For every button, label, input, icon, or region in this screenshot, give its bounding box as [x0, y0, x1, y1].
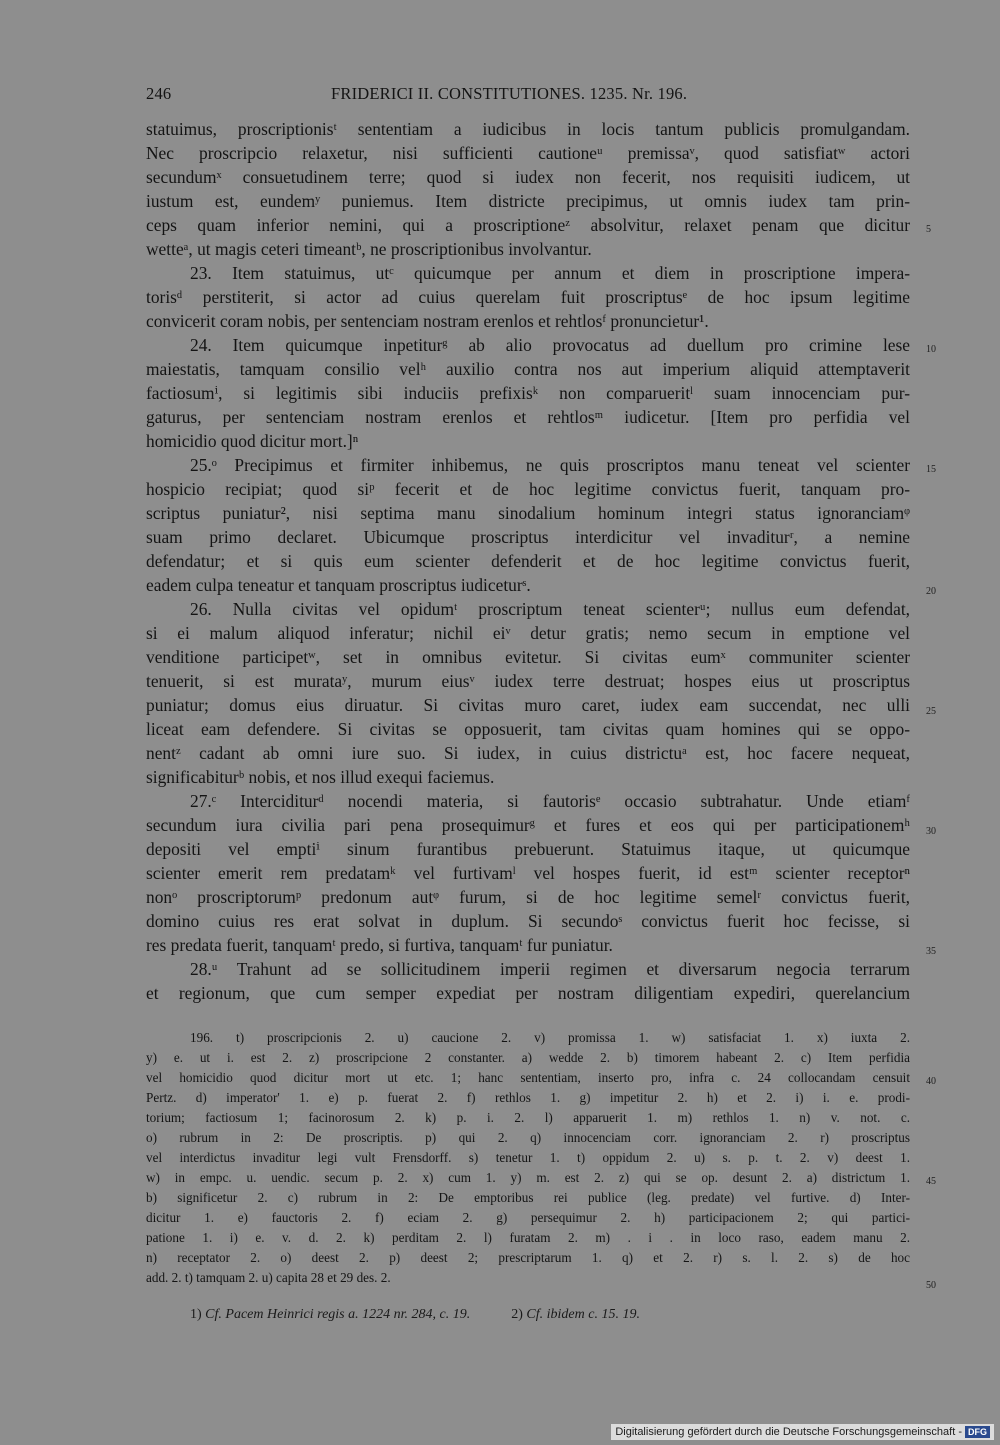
footnotes [190, 1307, 640, 1323]
text-line: 26. Nulla civitas vel opidumᵗ proscriptum teneat scienterᵘ; nullus eum defendat, [190, 599, 910, 619]
text-line: Nec proscripcio relaxetur, nisi sufficienti cautioneᵘ premissaᵛ, quod satisfiatʷ actori [146, 143, 910, 163]
text-line: defendatur; et si quis eum scienter defenderit et de hoc legitime convictus fuerit, [146, 551, 910, 571]
text-line: 23. Item statuimus, utᶜ quicumque per annum et diem in proscriptione impera- [190, 263, 910, 283]
text-line: depositi vel emptiⁱ sinum furantibus prebuerunt. Statuimus itaque, ut quicumque [146, 839, 910, 859]
text-line: 24. Item quicumque inpetiturᵍ ab alio provocatus ad duellum pro crimine lese [190, 335, 910, 355]
text-line: si ei malum aliquod inferatur; nichil eiᵛ detur gratis; nemo secum in emptione vel [146, 623, 910, 643]
text-line: homicidio quod dicitur mort.]ⁿ [146, 431, 359, 451]
text-line: 27.ᶜ Interciditurᵈ nocendi materia, si fautorisᵉ occasio subtrahatur. Unde etiamᶠ [190, 791, 910, 811]
footnote-1-text: Cf. Pacem Heinrici regis a. 1224 nr. 284, c. 19. [205, 1307, 471, 1322]
footnote-2-number: 2) [511, 1307, 523, 1322]
running-title: FRIDERICI II. CONSTITUTIONES. 1235. Nr. 196. [331, 84, 688, 103]
text-line: hospicio recipiat; quod siᵖ fecerit et de hoc legitime convictus fuerit, tanquam pro- [146, 479, 910, 499]
line-number: 50 [926, 1280, 936, 1291]
text-line: et regionum, que cum semper expediat per nostram diligentiam expediri, querelancium [146, 983, 910, 1003]
text-line: iustum est, eundemʸ puniemus. Item districte precipimus, ut omnis iudex tam prin- [146, 191, 910, 211]
apparatus-line: y) e. ut i. est 2. z) proscripcione 2 constanter. a) wedde 2. b) timorem habeant 2. c) Item perfidia [146, 1050, 910, 1065]
text-line: puniatur; domus eius diruatur. Si civitas muro caret, iudex eam succendat, nec ulli [146, 695, 910, 715]
apparatus-line: 196. t) proscripcionis 2. u) caucione 2. v) promissa 1. w) satisfaciat 1. x) iuxta 2. [190, 1030, 910, 1045]
text-line: liceat eam defendere. Si civitas se opposuerit, tam civitas quam homines qui se oppo- [146, 719, 910, 739]
page-header [146, 84, 906, 108]
text-line: 28.ᵘ Trahunt ad se sollicitudinem imperii regimen et diversarum negocia terrarum [190, 959, 910, 979]
text-line: maiestatis, tamquam consilio velʰ auxilio contra nos aut imperium aliquid attemptaverit [146, 359, 910, 379]
text-line: res predata fuerit, tanquamᵗ predo, si furtiva, tanquamᵗ fur puniatur. [146, 935, 613, 955]
text-line: eadem culpa teneatur et tanquam proscriptus iudiceturˢ. [146, 575, 531, 595]
apparatus-line: add. 2. t) tamquam 2. u) capita 28 et 29 des. 2. [146, 1270, 391, 1285]
apparatus-line: dicitur 1. e) fauctoris 2. f) eciam 2. g) persequimur 2. h) participacionem 2; qui partici- [146, 1210, 910, 1225]
apparatus-line: b) significetur 2. c) rubrum in 2: De emptoribus rei publice (leg. predate) vel furtive. d) Inter- [146, 1190, 910, 1205]
apparatus-line: n) receptator 2. o) deest 2. p) deest 2; prescriptarum 1. q) et 2. r) s. l. 2. s) de hoc [146, 1250, 910, 1265]
line-number: 15 [926, 464, 936, 475]
apparatus-line: patione 1. i) e. v. d. 2. k) perditam 2. l) furatam 2. m) . i . in loco raso, eadem manu 2. [146, 1230, 910, 1245]
text-line: scienter emerit rem predatamᵏ vel furtivamˡ vel hospes fuerit, id estᵐ scienter receptorⁿ [146, 863, 910, 883]
apparatus-line: o) rubrum in 2: De proscriptis. p) qui 2. q) innocenciam corr. ignoranciam 2. r) proscriptus [146, 1130, 910, 1145]
text-line: torisᵈ perstiterit, si actor ad cuius querelam fuit proscriptusᵉ de hoc ipsum legitime [146, 287, 910, 307]
apparatus-line: vel interdictus invaditur legi vult Frensdorff. s) tenetur 1. t) oppidum 2. u) s. p. t. 2. v) deest 1. [146, 1150, 910, 1165]
apparatus-line: Pertz. d) imperator' 1. e) p. fuerat 2. f) rethlos 1. g) impetitur 2. h) et 2. i) i. e. prodi- [146, 1090, 910, 1105]
text-line: wetteᵃ, ut magis ceteri timeantᵇ, ne proscriptionibus involvantur. [146, 239, 592, 259]
line-number: 20 [926, 586, 936, 597]
line-number: 40 [926, 1076, 936, 1087]
text-line: 25.ᵒ Precipimus et firmiter inhibemus, ne quis proscriptos manu teneat vel scienter [190, 455, 910, 475]
text-line: domino cuius res erat solvat in duplum. Si secundoˢ convictus fuerit hoc fecisse, si [146, 911, 910, 931]
text-line: nentᶻ cadant ab omni iure suo. Si iudex, in cuius districtuᵃ est, hoc facere nequeat, [146, 743, 910, 763]
footnote-1-number: 1) [190, 1307, 202, 1322]
text-line: suam primo declaret. Ubicumque proscriptus interdicitur vel invaditurʳ, a nemine [146, 527, 910, 547]
footnote-2-text: Cf. ibidem c. 15. 19. [526, 1307, 640, 1322]
page-number: 246 [146, 84, 172, 103]
text-line: tenuerit, si est murataʸ, murum eiusᵛ iudex terre destruat; hospes eius ut proscriptus [146, 671, 910, 691]
text-line: statuimus, proscriptionisᵗ sententiam a iudicibus in locis tantum publicis promulgandam. [146, 119, 910, 139]
line-number: 10 [926, 344, 936, 355]
text-line: venditione participetʷ, set in omnibus evitetur. Si civitas eumˣ communiter scienter [146, 647, 910, 667]
text-line: secundumˣ consuetudinem terre; quod si iudex non fecerit, nos requisiti iudicem, ut [146, 167, 910, 187]
line-number: 25 [926, 706, 936, 717]
text-line: significabiturᵇ nobis, et nos illud exequi faciemus. [146, 767, 495, 787]
text-line: nonᵒ proscriptorumᵖ predonum autᵠ furum, si de hoc legitime semelʳ convictus fuerit, [146, 887, 910, 907]
text-line: scriptus puniatur², nisi septima manu sinodalium hominum integri status ignoranciamᵠ [146, 503, 910, 523]
dfg-logo: DFG [965, 1426, 990, 1438]
line-number: 5 [926, 224, 931, 235]
line-number: 30 [926, 826, 936, 837]
text-line: gaturus, per sentenciam nostram erenlos et rehtlosᵐ iudicetur. [Item pro perfidia vel [146, 407, 910, 427]
apparatus-line: torium; factiosum 1; facinorosum 2. k) p. i. 2. l) apparuerit 1. m) rethlos 1. n) v. not. c. [146, 1110, 910, 1125]
text-line: convicerit coram nobis, per sentenciam nostram erenlos et rehtlosᶠ pronuncietur¹. [146, 311, 709, 331]
text-line: ceps quam inferior nemini, qui a proscriptioneᶻ absolvitur, relaxet penam que dicitur [146, 215, 910, 235]
text-line: secundum iura civilia pari pena prosequimurᵍ et fures et eos qui per participationemʰ [146, 815, 910, 835]
funding-banner [611, 1424, 994, 1440]
apparatus-line: w) in empc. u. uendic. secum p. 2. x) cum 1. y) m. est 2. z) qui se op. desunt 2. a) districtum 1. [146, 1170, 910, 1185]
line-number: 45 [926, 1176, 936, 1187]
line-number: 35 [926, 946, 936, 957]
banner-text: Digitalisierung gefördert durch die Deutsche Forschungsgemeinschaft - [615, 1426, 962, 1438]
apparatus-line: vel homicidio quod dicitur mort ut etc. 1; hanc sententiam, inserto pro, infra c. 24 collocandam censuit [146, 1070, 910, 1085]
text-line: factiosumⁱ, si legitimis sibi induciis prefixisᵏ non comparueritˡ suam innocenciam pur- [146, 383, 910, 403]
